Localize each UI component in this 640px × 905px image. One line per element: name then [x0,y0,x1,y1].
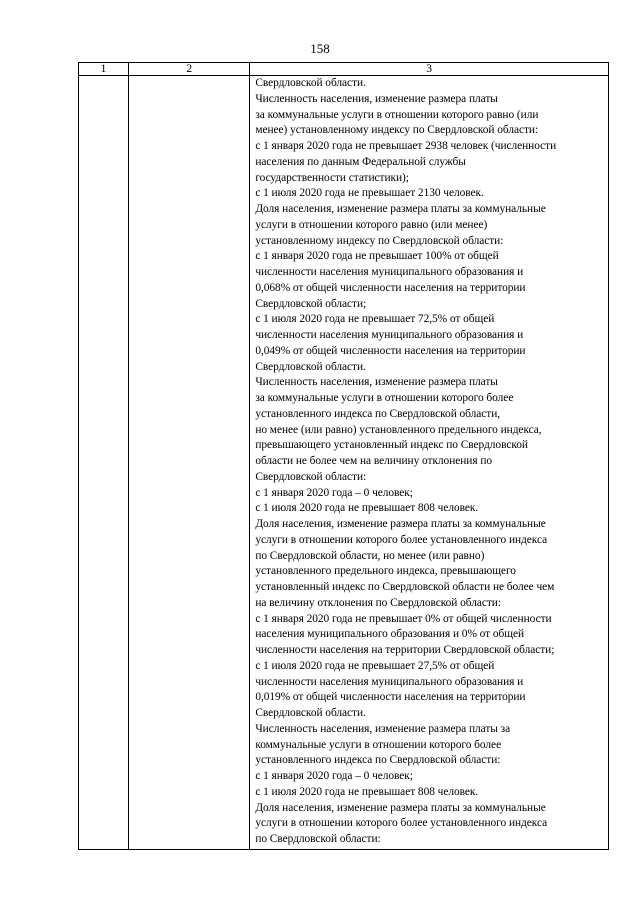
text-line: по Свердловской области: [255,833,381,845]
text-line: превышающего установленный индекс по Свердловской [255,439,528,452]
text-line: 0,068% от общей численности населения на территории [255,281,526,294]
text-line: 0,049% от общей численности населения на территории [255,344,526,357]
text-line: с 1 января 2020 года – 0 человек; [255,486,413,499]
text-line: установленный индекс по Свердловской области не более чем [255,581,555,593]
text-line: с 1 января 2020 года не превышает 100% от общей [255,250,499,263]
text-line: Доля населения, изменение размера платы за коммунальные [255,801,546,814]
text-line: Доля населения, изменение размера платы за коммунальные [255,518,546,530]
text-line: населения муниципального образования и 0% от общей [255,628,525,641]
text-line: по Свердловской области, но менее (или равно) [255,549,485,562]
text-line: установленного индекса по Свердловской области: [255,754,501,767]
text-line: с 1 июля 2020 года не превышает 27,5% от общей [255,659,495,672]
text-line: с 1 января 2020 года – 0 человек; [255,770,413,782]
text-line: численности населения муниципального образования и [255,675,524,688]
text-line: услуги в отношении которого равно (или менее) [255,218,488,231]
table-cell-col3 [250,76,609,850]
column-header-3: 3 [250,63,609,76]
text-line: Свердловской области; [255,297,367,310]
text-line: численности населения на территории Свердловской области; [255,644,555,656]
text-line: Численность населения, изменение размера платы [255,92,498,105]
text-line: Доля населения, изменение размера платы за коммунальные [255,203,546,215]
text-line: менее) установленному индексу по Свердловской области: [255,124,539,137]
text-line: за коммунальные услуги в отношении которого равно (или [255,108,539,121]
text-line: услуги в отношении которого более установленного индекса [255,817,548,830]
text-line: с 1 июля 2020 года не превышает 808 человек. [255,785,479,798]
text-line: установленному индексу по Свердловской области: [255,234,504,247]
text-line: коммунальные услуги в отношении которого более [255,738,502,751]
table-row [79,76,609,850]
text-line: Свердловской области: [255,470,367,483]
text-line: с 1 июля 2020 года не превышает 808 человек. [255,502,479,515]
column-header-1: 1 [79,63,129,76]
text-line: Свердловской области. [255,360,366,373]
document-table [78,62,609,850]
text-line: Численность населения, изменение размера платы [255,376,498,389]
text-line: области не более чем на величину отклонения по [255,455,493,467]
table-cell-col2 [129,76,250,850]
text-line: численности населения муниципального образования и [255,329,524,341]
text-line: Свердловской области. [255,707,366,719]
text-line: с 1 января 2020 года не превышает 0% от общей численности [255,612,552,625]
table-header-row [79,63,609,76]
page-number: 158 [310,41,330,56]
text-line: населения по данным Федеральной службы [255,155,466,168]
text-line: за коммунальные услуги в отношении которого более [255,392,514,404]
text-line: численности населения муниципального образования и [255,266,524,278]
text-line: с 1 июля 2020 года не превышает 72,5% от общей [255,313,495,326]
text-line: на величину отклонения по Свердловской области: [255,596,501,609]
table-cell-col1 [79,76,129,850]
text-line: Численность населения, изменение размера платы за [255,722,511,735]
text-line: 0,019% от общей численности населения на территории [255,691,526,704]
text-line: услуги в отношении которого более установленного индекса [255,533,548,546]
text-line: государственности статистики); [255,171,409,184]
text-line: Свердловской области. [255,77,366,89]
column-header-2: 2 [129,63,250,76]
text-line: с 1 января 2020 года не превышает 2938 человек (численности [255,140,557,152]
text-line: с 1 июля 2020 года не превышает 2130 человек. [255,187,484,200]
text-line: установленного индекса по Свердловской области, [255,407,501,420]
text-line: установленного предельного индекса, превышающего [255,565,516,578]
text-line: но менее (или равно) установленного предельного индекса, [255,423,542,436]
